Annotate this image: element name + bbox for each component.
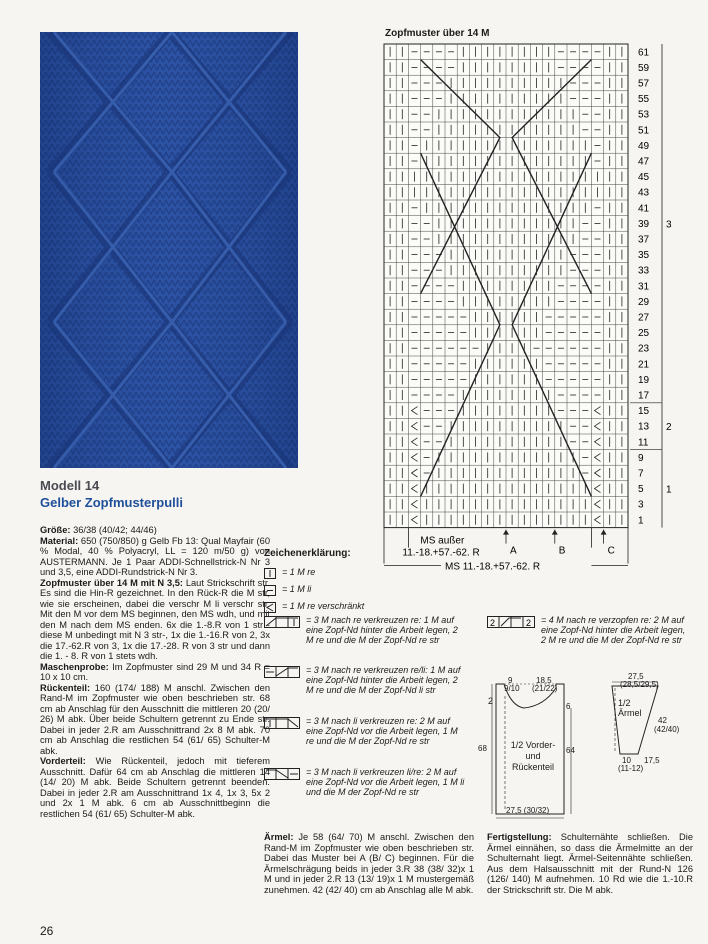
row-number: 35 — [638, 250, 650, 262]
row-number: 23 — [638, 343, 650, 355]
chart-title: Zopfmuster über 14 M — [385, 28, 490, 39]
svg-text:2: 2 — [526, 618, 532, 628]
row-number: 33 — [638, 265, 650, 277]
row-number: 59 — [638, 62, 650, 74]
model-title: Gelber Zopfmusterpulli — [40, 495, 184, 510]
row-number: 13 — [638, 421, 650, 433]
paragraph-front: Vorderteil: Wie Rückenteil, jedoch mit tieferem Ausschnitt. Dafür 64 cm ab Anschlag die mittleren 14 (14/ 20) M abk. Beide Schultern getrennt beenden. Dabei in jeder 2.R am Ausschnittrand 1x 4, 1x 3, 5x 2 und 2x 1 M abk. 6 cm ab Ausschnittbeginn die restlichen 54 (61/ 65) Schulter-M abk. — [40, 756, 270, 819]
row-number: 45 — [638, 172, 650, 184]
instructions-left — [40, 525, 270, 819]
row-number: 11 — [638, 437, 649, 449]
body-schematic: 9 9/10 18,5 (21/22) 2 6 68 64 1/2 Vorder- und Rückenteil 27,5 (30/32) — [478, 676, 575, 815]
row-number: 7 — [638, 468, 644, 480]
legend-knit: = 1 M re — [282, 567, 316, 577]
row-number: 61 — [638, 47, 650, 59]
chart-marker: C — [607, 545, 615, 557]
section-label: 3 — [666, 219, 672, 231]
paragraph-back: Rückenteil: 160 (174/ 188) M anschl. Zwischen den Rand-M im Zopfmuster wie oben beschrieben str. 68 cm ab Anschlag für den Ausschnitt die mittleren 20 (20/ 26) M abk. Über beide Schultern getrennt zu Ende str. Dabei in jeder 2.R am Ausschnittrand 2x 8 M abk. 70 cm ab Anschlag die restlichen 54 (61/ 65) Schulter-M abk. — [40, 682, 270, 756]
row-number: 27 — [638, 312, 650, 324]
row-number: 31 — [638, 281, 650, 293]
row-number: 55 — [638, 94, 650, 106]
row-number: 37 — [638, 234, 650, 246]
row-number: 19 — [638, 374, 650, 386]
svg-text:2: 2 — [490, 618, 496, 628]
row-number: 39 — [638, 218, 650, 230]
cable-four-icon — [487, 615, 535, 633]
row-number: 25 — [638, 328, 650, 340]
row-number: 49 — [638, 140, 650, 152]
cable-left-icon — [264, 716, 300, 734]
legend-purl: = 1 M li — [282, 584, 312, 594]
row-number: 5 — [638, 484, 644, 496]
row-number: 51 — [638, 125, 650, 137]
row-number: 1 — [638, 515, 644, 527]
legend-cable-3: = 3 M nach li verkreuzen re: 2 M auf eine Zopf-Nd vor die Arbeit legen, 1 M re und die M der Zopf-Nd re str — [306, 716, 458, 746]
row-number: 41 — [638, 203, 650, 215]
legend-twisted: = 1 M re verschränkt — [282, 601, 365, 611]
legend-title: Zeichenerklärung: — [264, 548, 351, 559]
instructions-finishing: Fertigstellung: Schulternähte schließen. Die Ärmel einnähen, so dass die Ärmelmitte an der Schulternaht liegt. Ärmel-Seitennähte schließen. Aus dem Halsausschnitt mit der Rund-N 126 (126/ 140) M aufnehmen. 10 Rd wie die 1.-10.R der Strickschrift str. Die M abk. — [487, 832, 693, 895]
row-number: 43 — [638, 187, 650, 199]
knit-photo — [40, 32, 298, 468]
model-number: Modell 14 — [40, 478, 100, 493]
cable-right-purl-icon — [264, 665, 300, 683]
legend-cable-5: = 4 M nach re verzopfen re: 2 M auf eine Zopf-Nd hinter die Arbeit legen, 2 M re und die M der Zopf-Nd re str — [541, 615, 686, 645]
row-number: 15 — [638, 406, 650, 418]
chart-marker: A — [510, 545, 517, 557]
row-number: 29 — [638, 296, 650, 308]
purl-symbol — [264, 583, 276, 601]
instructions-sleeve: Ärmel: Je 58 (64/ 70) M anschl. Zwischen den Rand-M im Zopfmuster wie oben beschrieben str. Dabei das Muster bei A (B/ C) beginnen. Für die Ärmelschrägung beids in jeder 3.R 38 (38/ 32)x 1 M und in jeder 2.R 13 (13/ 19)x 1 M mustergemäß zunehmen. 42 (42/ 40) cm ab Anschlag alle M abk. — [264, 832, 474, 895]
cable-right-icon — [264, 615, 300, 633]
ms-full-label: MS 11.-18.+57.-62. R — [445, 561, 541, 573]
legend-cable-4: = 3 M nach li verkreuzen li/re: 2 M auf eine Zopf-Nd vor die Arbeit legen, 1 M li und die M der Zopf-Nd re str — [306, 767, 465, 797]
legend-cable-2: = 3 M nach re verkreuzen re/li: 1 M auf eine Zopf-Nd hinter die Arbeit legen, 2 M re und die M der Zopf-Nd li str — [306, 665, 461, 695]
legend-cable-1: = 3 M nach re verkreuzen re: 1 M auf eine Zopf-Nd hinter die Arbeit legen, 2 M re und die M der Zopf-Nd re str — [306, 615, 458, 645]
ms-label: MS außer — [420, 535, 465, 547]
sleeve-schematic: 27,5 (28,5/29,5) 1/2 Ärmel 42 (42/40) 10 (11-12) 17,5 — [600, 672, 696, 776]
paragraph-material: Material: 650 (750/850) g Gelb Fb 13: Qual Mayfair (60 % Modal, 40 % Polyacryl, LL = 120 m/50 g) von AUSTERMANN. Je 1 Paar ADDI-Schnellstrick-N Nr 3 und 3,5, eine ADDI-Rundstrick-N Nr 3. — [40, 535, 270, 577]
knitting-chart — [380, 40, 690, 605]
knit-symbol — [264, 566, 276, 584]
ms-rows-label: 11.-18.+57.-62. R — [402, 547, 480, 559]
section-label: 1 — [666, 484, 672, 496]
row-number: 57 — [638, 78, 650, 90]
row-number: 21 — [638, 359, 650, 371]
cable-left-purl-icon — [264, 767, 300, 785]
row-number: 53 — [638, 109, 650, 121]
paragraph-gauge: Maschenprobe: Im Zopfmuster sind 29 M und 34 R = 10 x 10 cm. — [40, 661, 270, 682]
row-number: 3 — [638, 499, 644, 511]
chart-marker: B — [558, 545, 566, 557]
page-number: 26 — [40, 924, 54, 938]
row-number: 9 — [638, 452, 644, 464]
paragraph-pattern: Zopfmuster über 14 M mit N 3,5: Laut Strickschrift str. Es sind die Hin-R gezeichnet. In den Rück-R die M str, wie sie erscheinen, dabei die verschr M li verschr str. Mit den M vor dem MS beginnen, den MS wdh, und mit den M nach dem MS enden. 6x die 1.-8.R von 1 str -diese M unbedingt mit N 3 str-, 1x die 1.-16.R von 2, 3x die 17.-62.R von 3, 1x die 17.-28. R von 3 str und dann die 1. - 8. R von 1 stets wdh. — [40, 577, 271, 661]
paragraph-size: Größe: 36/38 (40/42; 44/46) — [40, 525, 157, 535]
section-label: 2 — [666, 422, 672, 434]
row-number: 17 — [638, 390, 650, 402]
row-number: 47 — [638, 156, 650, 168]
